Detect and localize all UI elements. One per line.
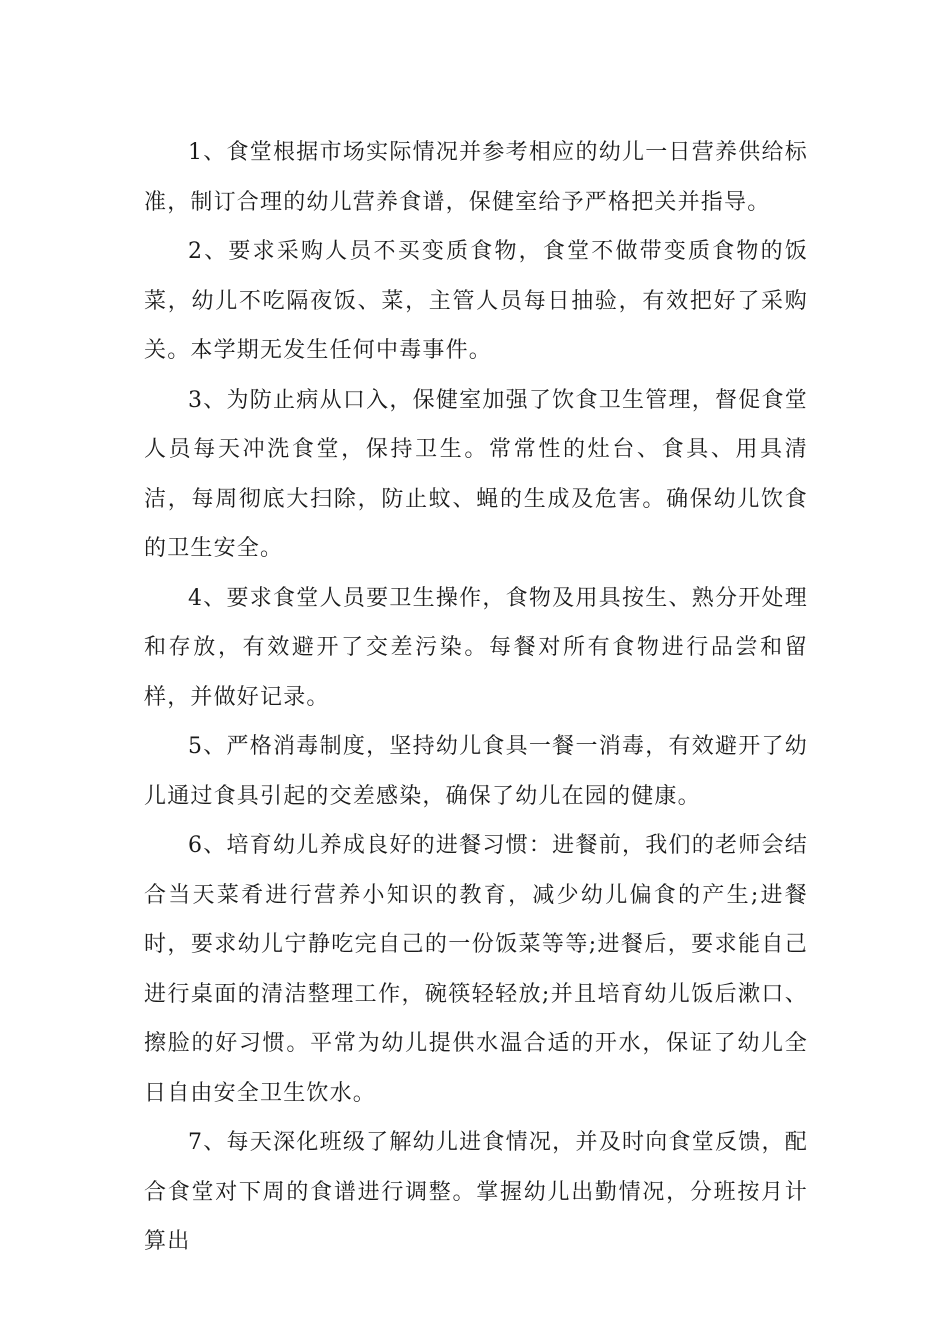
- document-body: [144, 128, 808, 1267]
- paragraph-2: 2、要求采购人员不买变质食物，食堂不做带变质食物的饭菜，幼儿不吃隔夜饭、菜，主管人员每日抽验，有效把好了采购关。本学期无发生任何中毒事件。: [144, 239, 808, 363]
- paragraph-6: 6、培育幼儿养成良好的进餐习惯：进餐前，我们的老师会结合当天菜肴进行营养小知识的教育，减少幼儿偏食的产生;进餐时，要求幼儿宁静吃完自己的一份饭菜等等;进餐后，要求能自己进行桌面的清洁整理工作，碗筷轻轻放;并且培育幼儿饭后漱口、擦脸的好习惯。平常为幼儿提供水温合适的开水，保证了幼儿全日自由安全卫生饮水。: [144, 833, 808, 1106]
- paragraph-7: 7、每天深化班级了解幼儿进食情况，并及时向食堂反馈，配合食堂对下周的食谱进行调整。掌握幼儿出勤情况，分班按月计算出: [144, 1130, 808, 1254]
- paragraph-4: 4、要求食堂人员要卫生操作，食物及用具按生、熟分开处理和存放，有效避开了交差污染。每餐对所有食物进行品尝和留样，并做好记录。: [144, 585, 808, 710]
- paragraph-5: 5、严格消毒制度，坚持幼儿食具一餐一消毒，有效避开了幼儿通过食具引起的交差感染，确保了幼儿在园的健康。: [144, 734, 808, 809]
- paragraph-1: 1、食堂根据市场实际情况并参考相应的幼儿一日营养供给标准，制订合理的幼儿营养食谱，保健室给予严格把关并指导。: [144, 140, 808, 215]
- paragraph-3: 3、为防止病从口入，保健室加强了饮食卫生管理，督促食堂人员每天冲洗食堂，保持卫生。常常性的灶台、食具、用具清洁，每周彻底大扫除，防止蚊、蝇的生成及危害。确保幼儿饮食的卫生安全。: [144, 387, 808, 561]
